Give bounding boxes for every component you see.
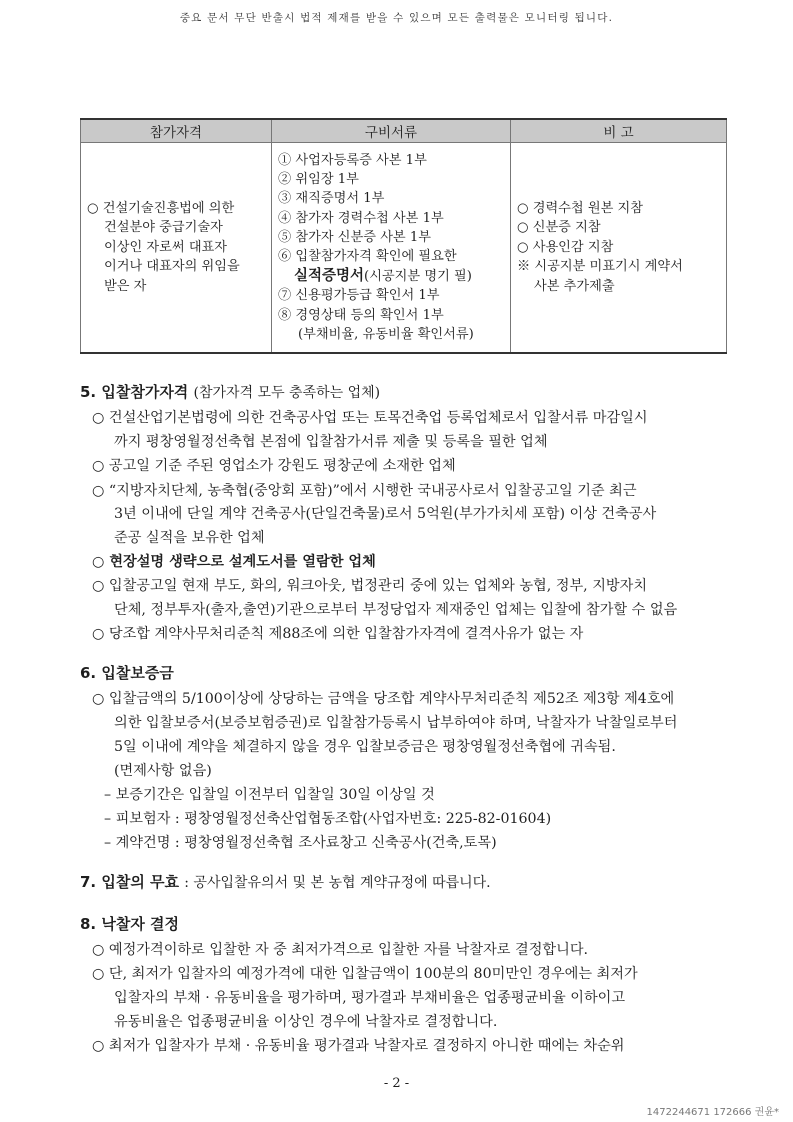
list-item: 입찰자의 부채 · 유동비율을 평가하며, 평가결과 부채비율은 업종평균비율 이하이고 xyxy=(114,990,626,1006)
list-item: ○ 예정가격이하로 입찰한 자 중 최저가격으로 입찰한 자를 낙찰자로 결정합니다. xyxy=(92,942,589,958)
remark-item: 사본 추가제출 xyxy=(534,278,615,294)
remark-item: ○ 사용인감 지참 xyxy=(517,239,614,255)
list-item: ○ 입찰공고일 현재 부도, 화의, 워크아웃, 법정관리 중에 있는 업체와 농협, 정부, 지방자치 xyxy=(92,578,648,594)
list-item: 단체, 정부투자(출자,출연)기관으로부터 부정당업자 제재중인 업체는 입찰에 참가할 수 없음 xyxy=(114,602,678,618)
section-5-title: 5. 입찰참가자격 xyxy=(80,383,189,401)
header-remarks: 비 고 xyxy=(511,119,727,143)
list-item: 유동비율은 업종평균비율 이상인 경우에 낙찰자로 결정합니다. xyxy=(114,1014,498,1030)
section-7-title: 7. 입찰의 무효 xyxy=(80,873,180,891)
list-item: – 보증기간은 입찰일 이전부터 입찰일 30일 이상일 것 xyxy=(104,787,435,803)
document-item: (부채비율, 유동비율 확인서류) xyxy=(298,326,474,342)
list-item: 까지 평창영월정선축협 본점에 입찰참가서류 제출 및 등록을 필한 업체 xyxy=(114,434,548,450)
list-item: – 피보험자 : 평창영월정선축산업협동조합(사업자번호: 225-82-01604) xyxy=(104,811,552,827)
list-item: 준공 실적을 보유한 업체 xyxy=(114,530,265,546)
page-number: - 2 - xyxy=(383,1076,410,1091)
list-item: ○ 단, 최저가 입찰자의 예정가격에 대한 입찰금액이 100분의 80미만인 경우에는 최저가 xyxy=(92,966,638,982)
document-item: ② 위임장 1부 xyxy=(278,172,359,188)
list-item-bold: ○ 현장설명 생략으로 설계도서를 열람한 업체 xyxy=(92,554,376,570)
list-item: 3년 이내에 단일 계약 건축공사(단일건축물)로서 5억원(부가가치세 포함) 이상 건축공사 xyxy=(114,506,657,522)
section-5-note: (참가자격 모두 충족하는 업체) xyxy=(193,385,381,401)
list-item: ○ 건설산업기본법령에 의한 건축공사업 또는 토목건축업 등록업체로서 입찰서류 마감일시 xyxy=(92,410,648,426)
list-item: 5일 이내에 계약을 체결하지 않을 경우 입찰보증금은 평창영월정선축협에 귀속됨. xyxy=(114,739,616,755)
remark-item: ○ 신분증 지참 xyxy=(517,220,601,236)
document-item: ⑦ 신용평가등급 확인서 1부 xyxy=(278,288,440,304)
header-qualification: 참가자격 xyxy=(81,119,272,143)
document-item: ④ 참가자 경력수첩 사본 1부 xyxy=(278,210,444,226)
list-item: ○ 입찰금액의 5/100이상에 상당하는 금액을 당조합 계약사무처리준칙 제52조 제3항 제4호에 xyxy=(92,691,675,707)
document-item: ⑥ 입찰참가자격 확인에 필요한 xyxy=(278,249,457,264)
qualification-line: 이상인 자로써 대표자 xyxy=(104,239,228,255)
qualification-line: ○ 건설기술진흥법에 의한 xyxy=(87,200,235,216)
remarks-cell xyxy=(511,143,727,354)
table-row xyxy=(81,143,727,354)
section-8-heading: 8. 낙찰자 결정 xyxy=(80,915,180,933)
qualification-line: 받은 자 xyxy=(104,278,147,294)
list-item: – 계약건명 : 평창영월정선축협 조사료창고 신축공사(건축,토목) xyxy=(104,835,497,851)
document-item: ③ 재직증명서 1부 xyxy=(278,191,385,207)
list-item: 의한 입찰보증서(보증보험증권)로 입찰참가등록시 납부하여야 하며, 낙찰자가 낙찰일로부터 xyxy=(114,715,678,731)
section-5-heading xyxy=(80,381,380,402)
list-item: ○ 최저가 입찰자가 부채 · 유동비율 평가결과 낙찰자로 결정하지 아니한 때에는 차순위 xyxy=(92,1038,625,1054)
confidential-notice: 중요 문서 무단 반출시 법적 제재를 받을 수 있으며 모든 출력물은 모니터링 됩니다. xyxy=(179,12,614,24)
share-note: (시공지분 명기 필) xyxy=(364,269,472,285)
footer-id: 1472244671 172666 권윤* xyxy=(646,1107,779,1118)
section-6-heading: 6. 입찰보증금 xyxy=(80,664,174,682)
section-7-text: : 공사입찰유의서 및 본 농협 계약규정에 따릅니다. xyxy=(184,875,491,891)
list-item: (면제사항 없음) xyxy=(114,763,212,779)
requirements-table xyxy=(80,118,727,354)
qualification-line: 건설분야 중급기술자 xyxy=(104,220,223,236)
qualification-line: 이거나 대표자의 위임을 xyxy=(104,259,240,275)
header-documents: 구비서류 xyxy=(272,119,511,143)
performance-certificate: 실적증명서 xyxy=(294,267,365,285)
section-7-heading xyxy=(80,871,491,892)
table-header-row xyxy=(81,119,727,143)
document-item: ① 사업자등록증 사본 1부 xyxy=(278,152,427,168)
document-item: ⑧ 경영상태 등의 확인서 1부 xyxy=(278,307,444,323)
list-item: ○ “지방자치단체, 농축협(중앙회 포함)”에서 시행한 국내공사로서 입찰공고일 기준 최근 xyxy=(92,483,637,499)
qualification-cell xyxy=(81,143,272,354)
document-item: ⑤ 참가자 신분증 사본 1부 xyxy=(278,229,431,245)
list-item: ○ 공고일 기준 주된 영업소가 강원도 평창군에 소재한 업체 xyxy=(92,458,456,474)
remark-item: ※ 시공지분 미표기시 계약서 xyxy=(517,259,683,275)
documents-cell xyxy=(272,143,511,354)
remark-item: ○ 경력수첩 원본 지참 xyxy=(517,200,643,216)
list-item: ○ 당조합 계약사무처리준칙 제88조에 의한 입찰참가자격에 결격사유가 없는 자 xyxy=(92,626,584,642)
